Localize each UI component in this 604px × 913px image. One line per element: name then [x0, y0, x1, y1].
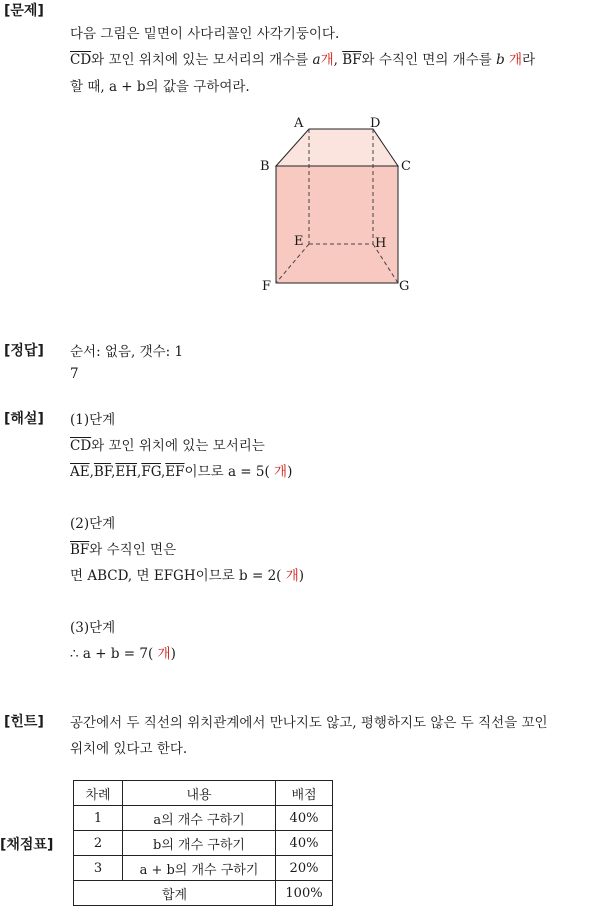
- col-header-order: 차례: [74, 781, 123, 806]
- step2-line-2: 면 ABCD, 면 EFGH이므로 b = 2( 개): [70, 568, 305, 584]
- step1-line-1: $\overline{CD}$와 꼬인 위치에 있는 모서리는: [70, 438, 265, 454]
- unit-a: 개: [320, 52, 334, 68]
- table-row: 1 a의 개수 구하기 40%: [74, 806, 333, 831]
- front-face: [276, 166, 398, 283]
- hint-label: [힌트]: [4, 714, 44, 730]
- vertex-label-g: G: [399, 279, 410, 294]
- vertex-label-f: F: [262, 279, 272, 294]
- grading-table: [73, 780, 333, 906]
- hint-line-1: 공간에서 두 직선의 위치관계에서 만나지도 않고, 평행하지도 않은 두 직선을 꼬인: [70, 715, 548, 731]
- problem-line-3: 할 때, a + b의 값을 구하여라.: [70, 79, 250, 95]
- top-face: [276, 129, 398, 166]
- vertex-label-c: C: [401, 159, 411, 174]
- answer-line-2: 7: [70, 366, 79, 382]
- problem-line-1: 다음 그림은 밑면이 사다리꼴인 사각기둥이다.: [70, 26, 340, 42]
- step3-line: ∴ a + b = 7( 개): [70, 646, 176, 662]
- step3-title: (3)단계: [70, 620, 116, 636]
- problem-line-2: $\overline{CD}$와 꼬인 위치에 있는 모서리의 개수를 a개, $\overline{BF}$와 수직인 면의 개수를 b 개라: [70, 52, 536, 68]
- answer-label: [정답]: [4, 343, 44, 359]
- answer-line-1: 순서: 없음, 갯수: 1: [70, 344, 184, 360]
- vertex-label-e: E: [294, 234, 304, 249]
- prism-figure: [255, 110, 425, 295]
- total-value: 100%: [276, 881, 333, 906]
- step2-title: (2)단계: [70, 516, 116, 532]
- step2-line-1: $\overline{BF}$와 수직인 면은: [70, 542, 177, 558]
- total-label: 합계: [74, 881, 276, 906]
- grading-total-row: [74, 881, 333, 906]
- problem-label: [문제]: [4, 3, 44, 19]
- table-row: 2 b의 개수 구하기 40%: [74, 831, 333, 856]
- col-header-score: 배점: [276, 781, 333, 806]
- hint-line-2: 위치에 있다고 한다.: [70, 741, 188, 757]
- vertex-label-h: H: [375, 236, 387, 251]
- vertex-label-a: A: [294, 116, 304, 131]
- vertex-label-b: B: [260, 159, 270, 174]
- step1-line-2: $\overline{AE},\overline{BF},\overline{EH},\overline{FG},\overline{EF}$이므로 a = 5( 개): [70, 464, 293, 480]
- col-header-content: 내용: [123, 781, 276, 806]
- explanation-label: [해설]: [4, 411, 44, 427]
- unit-b: 개: [509, 52, 523, 68]
- table-row: 3 a + b의 개수 구하기 20%: [74, 856, 333, 881]
- grading-label: [채점표]: [0, 837, 54, 853]
- segment-cd: $\overline{CD}$: [70, 52, 92, 68]
- grading-header-row: [74, 781, 333, 806]
- step1-title: (1)단계: [70, 412, 116, 428]
- vertex-label-d: D: [370, 116, 381, 131]
- segment-bf: $\overline{BF}$: [342, 52, 362, 68]
